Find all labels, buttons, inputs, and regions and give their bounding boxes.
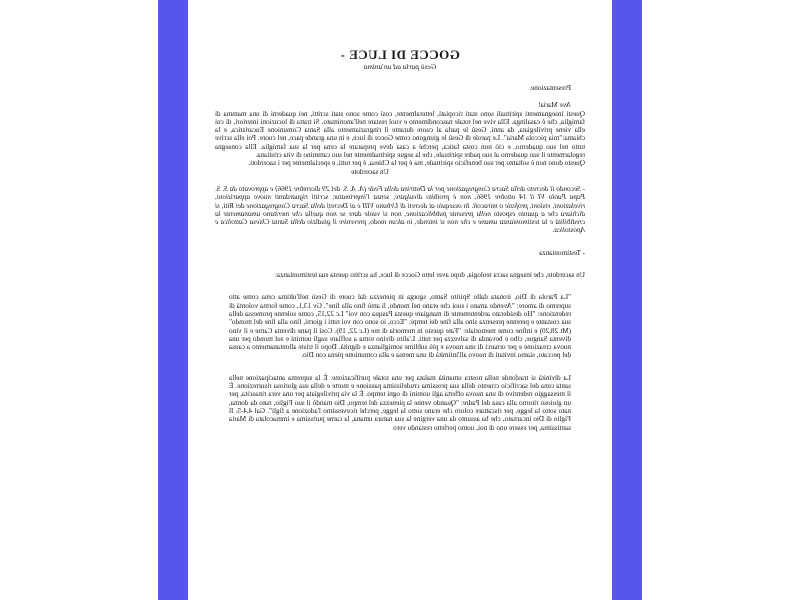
presentation-body: Questi insegnamenti spirituali sono stati ricopiati, letteralmente, così come sono stati scritti, nei quaderni di una mamma di famiglia, che è casalinga. Ella vive nel totale nascondimento e vuol restare nell'anonimato. Si tratta di locuzioni interiori, di cui ella viene privilegiata, da anni. Gesù le parla al cuore durante il ringraziamento alla Santa Comunione Eucaristica, e la chiama:"mia piccola Maria". Le parole di Gesù le giungono come Gocce di luce, e in una grande pace, nel cuore. Poi ella scrive tutto nel suo quaderno, e ciò non costa fatica, perché a casa deve preparare la cena per la sua famiglia. Ella consegna regolarmente il suo quaderno al suo padre spirituale, che la segue spiritualmente nel suo cammino di vita cristiana. xyxy=(215,109,585,160)
mirrored-scan xyxy=(188,0,612,600)
left-blue-border xyxy=(158,0,188,600)
greeting: Ave Maria! xyxy=(538,101,571,110)
document-title: GOCCE DI LUCE - xyxy=(340,47,460,62)
presentation-close: Questo dono non è soltanto per suo beneficio spirituale, ma è per la Chiesa, è per tutti, e specialmente per i sacerdoti. xyxy=(248,159,585,168)
testimony-intro: Un sacerdote, che insegna sacra teologia, dopo aver letto Gocce di luce, ha scritto questa sua testimonianza: xyxy=(275,271,585,280)
testimony-heading: - Testimonianza xyxy=(539,248,585,257)
right-margin xyxy=(612,0,800,600)
left-margin xyxy=(0,0,188,600)
document-subtitle: Gesù parla ad un'anima xyxy=(363,62,437,71)
presentation-signature: Un sacerdote xyxy=(351,167,389,176)
document-page[interactable] xyxy=(188,0,612,600)
testimony-quote-2: La divinità si trasfonde nella nostra umanità malata per una totale purificazione. È la suprema antacipazione nella santa cena del sacrificio cruento della sua prossima crudelissima passione e morte e della sua gloriosa risurrezione. È il messaggio redentivo di una nuova offerta agli uomini di ogni tempo. È la via privilegiata per una vera rinascita, per un gioioso ritorno alla casa del Padre: "Quando venne la pienezza del tempo, Dio mandò il suo Figlio, nato da donna, nato sotto la legge, per riscattare coloro che erano sotto la legge, perché ricevessimo l'adozione a figli". Gal 4,4-5. Il Figlio di Dio incarnato, che ha assunto da una vergine la sua natura umana, la carne purissima e immacolata di Maria santissima, per essere uno di noi, uomo perfetto restando vero xyxy=(229,373,571,432)
right-blue-border xyxy=(612,0,642,600)
presentation-heading: Presentazione. xyxy=(529,84,571,92)
testimony-quote-1: "La Parola di Dio, ironata dallo Spirito Santo, sgorga in pienezza dal cuore di Gesù nell'ultima cena come atto supremo di amore: "Avendo amato i suoi che erano nel mondo, li amò fino alla fine". Gv 13,1, come forma volontà di redenzione: "Ho desiderato ardentemente di mangiare questa Pasqua con voi" Lc 22,15, come solenne promessa della sua costante e perenne presenza sino alla fine dei tempi: "Ecco, io sono con voi tutti i giorni, fino alla fine del mondo" (Mt 28,20) e infine come memoriale: "Fate questo in memoria di me (Lc 22, 19). Così il pane diventa Carne e il vino diventa Sangue, cibo e bevanda di salvezza per tutti. L'alito divino torna a soffiare sugli uomini e sul mondo per una nuova creazione e per ornarci di una nuova e più sublime somiglianza e dignità. Dopo il triste allontanamento a causa del peccato, siamo invitati di nuovo all'intimità di una mensa e alla comunione piena con Dio. xyxy=(229,293,571,360)
page-content xyxy=(215,48,585,432)
decree-note: - Secondo il decreto della Sacra Congregazione per la Dottrina della Fede (A. A. S. del 29 dicembre 1966) e approvato da S. S. Papa Paolo VI il 14 ottobre 1966, non è proibito divulgare, senza l'imprimatur, scritti riguardanti nuove apparizioni, rivelazioni, visioni, profezie o miracoli. In ossequio ai decreti di Urbano VIII e ai Decreti della Sacra Congregazione dei Riti, si dichiara che a quanto esposto nella presente pubblicazione, non si vuole dare se non quella che meritano umanamente la credibilità e la testimonianza umane e che non si intende, in alcun modo, prevenire il giudizio della Santa Chiesa Cattolica e Apostolica. xyxy=(215,184,585,235)
